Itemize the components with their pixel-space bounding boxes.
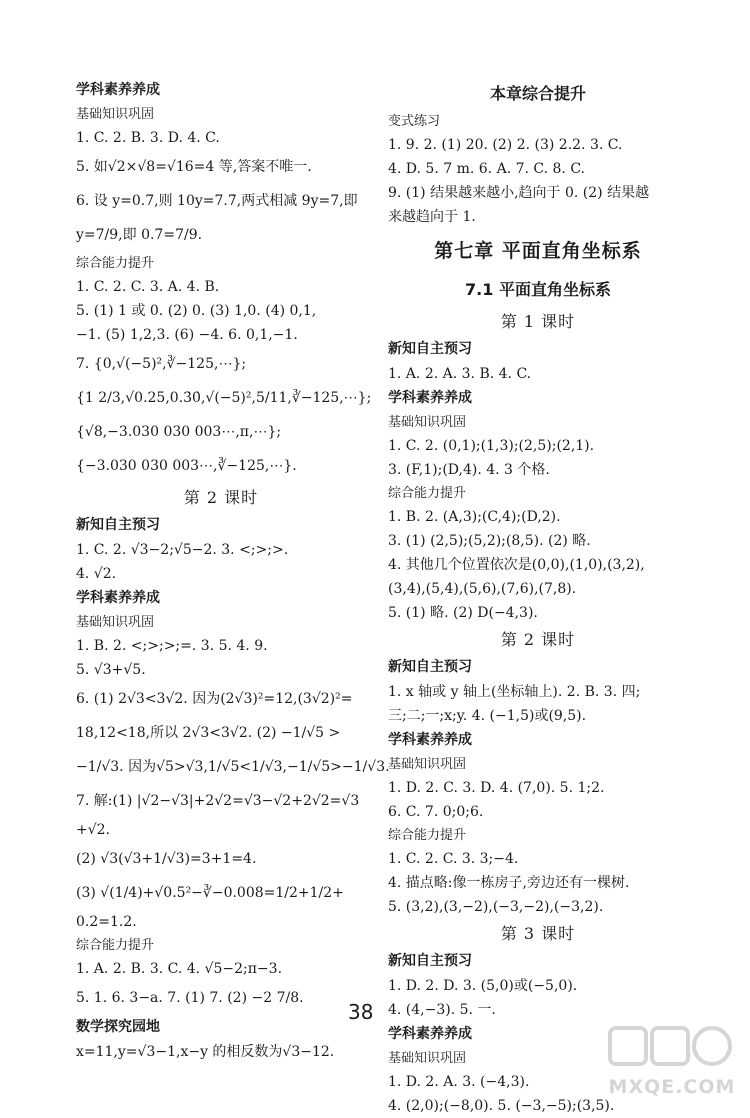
left-line: 1. C. 2. √3−2;√5−2. 3. <;>;>.	[76, 542, 289, 558]
left-line: (2) √3(√3+1/√3)=3+1=4.	[76, 851, 257, 867]
left-line: 4. √2.	[76, 566, 117, 582]
left-line: 综合能力提升	[76, 256, 155, 271]
left-line: {−3.030 030 003⋯,∛−125,⋯}.	[76, 458, 297, 474]
right-line: 6. C. 7. 0;0;6.	[388, 804, 484, 820]
left-line: 1. A. 2. B. 3. C. 4. √5−2;π−3.	[76, 961, 283, 977]
right-line: 学科素养养成	[388, 732, 472, 748]
left-line: +√2.	[76, 822, 111, 838]
right-line: 新知自主预习	[388, 953, 472, 969]
right-line: 本章综合提升	[489, 84, 586, 103]
left-line: y=7/9,即 0.7̇=7/9.	[76, 227, 203, 243]
left-line: 5. (1) 1 或 0. (2) 0. (3) 1,0. (4) 0,1,	[76, 303, 317, 319]
right-line: 4. D. 5. 7 m. 6. A. 7. C. 8. C.	[388, 161, 585, 177]
right-line: 5. (1) 略. (2) D(−4,3).	[388, 605, 538, 621]
left-line: x=11,y=√3−1,x−y 的相反数为√3−12.	[76, 1044, 335, 1060]
right-line: 第 3 课时	[500, 924, 576, 943]
right-line: 4. 描点略:像一栋房子,旁边还有一棵树.	[388, 875, 630, 891]
right-line: 1. B. 2. (A,3);(C,4);(D,2).	[388, 509, 561, 525]
right-line: 第七章 平面直角坐标系	[434, 240, 642, 262]
left-line: 新知自主预习	[76, 517, 160, 533]
left-line: 5. √3+√5.	[76, 662, 146, 678]
right-line: 3. (F,1);(D,4). 4. 3 个格.	[388, 462, 550, 478]
right-line: 学科素养养成	[388, 390, 472, 406]
right-line: 综合能力提升	[388, 828, 467, 843]
right-line: 1. D. 2. A. 3. (−4,3).	[388, 1074, 530, 1090]
left-line: 7. 解:(1) |√2−√3|+2√2=√3−√2+2√2=√3	[76, 793, 360, 809]
left-line: 5. 如√2×√8=√16=4 等,答案不唯一.	[76, 159, 312, 175]
left-line: 基础知识巩固	[76, 615, 155, 630]
page-number: 38	[348, 1000, 374, 1024]
left-line: 1. C. 2. B. 3. D. 4. C.	[76, 130, 220, 146]
left-line: 学科素养养成	[76, 590, 160, 606]
right-line: 7.1 平面直角坐标系	[465, 280, 611, 299]
right-line: 4. (4,−3). 5. 一.	[388, 1002, 496, 1018]
left-line: (3) √(1/4)+√0.5²−∛−0.008=1/2+1/2+	[76, 885, 344, 901]
right-line: 1. D. 2. D. 3. (5,0)或(−5,0).	[388, 978, 578, 994]
right-line: 1. C. 2. C. 3. 3;−4.	[388, 851, 519, 867]
left-line: −1. (5) 1,2,3. (6) −4. 6. 0,1,−1.	[76, 327, 298, 343]
right-line: 新知自主预习	[388, 341, 472, 357]
right-line: 第 2 课时	[500, 630, 576, 649]
right-line: 4. 其他几个位置依次是(0,0),(1,0),(3,2),	[388, 557, 645, 573]
right-line: 3. (1) (2,5);(5,2);(8,5). (2) 略.	[388, 533, 591, 549]
right-line: 1. x 轴或 y 轴上(坐标轴上). 2. B. 3. 四;	[388, 684, 641, 700]
left-column	[76, 78, 390, 1064]
left-line: −1/√3. 因为√5>√3,1/√5<1/√3,−1/√5>−1/√3.	[76, 759, 390, 775]
watermark-icon	[606, 1020, 736, 1076]
left-line: 7. {0,√(−5)²,∛−125,⋯};	[76, 356, 247, 372]
left-line: {√8,−3.030 030 003⋯,π,⋯};	[76, 424, 282, 440]
right-line: 学科素养养成	[388, 1026, 472, 1042]
right-line: 5. (3,2),(3,−2),(−3,−2),(−3,2).	[388, 899, 604, 915]
right-line: (3,4),(5,4),(5,6),(7,6),(7,8).	[388, 581, 577, 597]
right-line: 基础知识巩固	[388, 1051, 467, 1066]
right-column	[388, 78, 688, 1118]
left-line: 综合能力提升	[76, 938, 155, 953]
right-line: 4. (2,0);(−8,0). 5. (−3,−5);(3,5).	[388, 1098, 615, 1114]
right-line: 三;二;一;x;y. 4. (−1,5)或(9,5).	[388, 708, 587, 724]
left-line: 基础知识巩固	[76, 107, 155, 122]
left-line: {1 2/3,√0.25,0.3̇0̇,√(−5)²,5/11,∛−125,⋯};	[76, 390, 372, 406]
right-line: 变式练习	[388, 114, 441, 129]
right-line: 1. A. 2. A. 3. B. 4. C.	[388, 366, 532, 382]
right-line: 第 1 课时	[500, 312, 576, 331]
left-line: 18,12<18,所以 2√3<3√2. (2) −1/√5 >	[76, 725, 341, 741]
left-line: 学科素养养成	[76, 82, 160, 98]
left-line: 第 2 课时	[183, 488, 259, 507]
right-line: 9. (1) 结果越来越小,趋向于 0. (2) 结果越	[388, 185, 650, 201]
left-line: 1. B. 2. <;>;>;=. 3. 5. 4. 9.	[76, 638, 268, 654]
right-line: 基础知识巩固	[388, 757, 467, 772]
right-line: 基础知识巩固	[388, 415, 467, 430]
right-line: 来越趋向于 1.	[388, 209, 476, 225]
right-line: 1. 9. 2. (1) 20. (2) 2. (3) 2.2. 3. C.	[388, 137, 623, 153]
right-line: 1. C. 2. (0,1);(1,3);(2,5);(2,1).	[388, 438, 595, 454]
right-line: 1. D. 2. C. 3. D. 4. (7,0). 5. 1;2.	[388, 780, 605, 796]
left-line: 0.2=1.2.	[76, 914, 137, 930]
left-line: 6. 设 y=0.7̇,则 10y=7.7̇,两式相减 9y=7,即	[76, 193, 358, 209]
left-line: 1. C. 2. C. 3. A. 4. B.	[76, 279, 220, 295]
right-line: 新知自主预习	[388, 659, 472, 675]
left-line: 5. 1. 6. 3−a. 7. (1) 7. (2) −2 7/8.	[76, 990, 304, 1006]
right-line: 综合能力提升	[388, 486, 467, 501]
watermark-logo	[602, 1020, 742, 1106]
left-line: 6. (1) 2√3<3√2. 因为(2√3)²=12,(3√2)²=	[76, 691, 353, 707]
watermark-text: MXQE.COM	[608, 1076, 736, 1098]
left-line: 数学探究园地	[76, 1019, 160, 1035]
